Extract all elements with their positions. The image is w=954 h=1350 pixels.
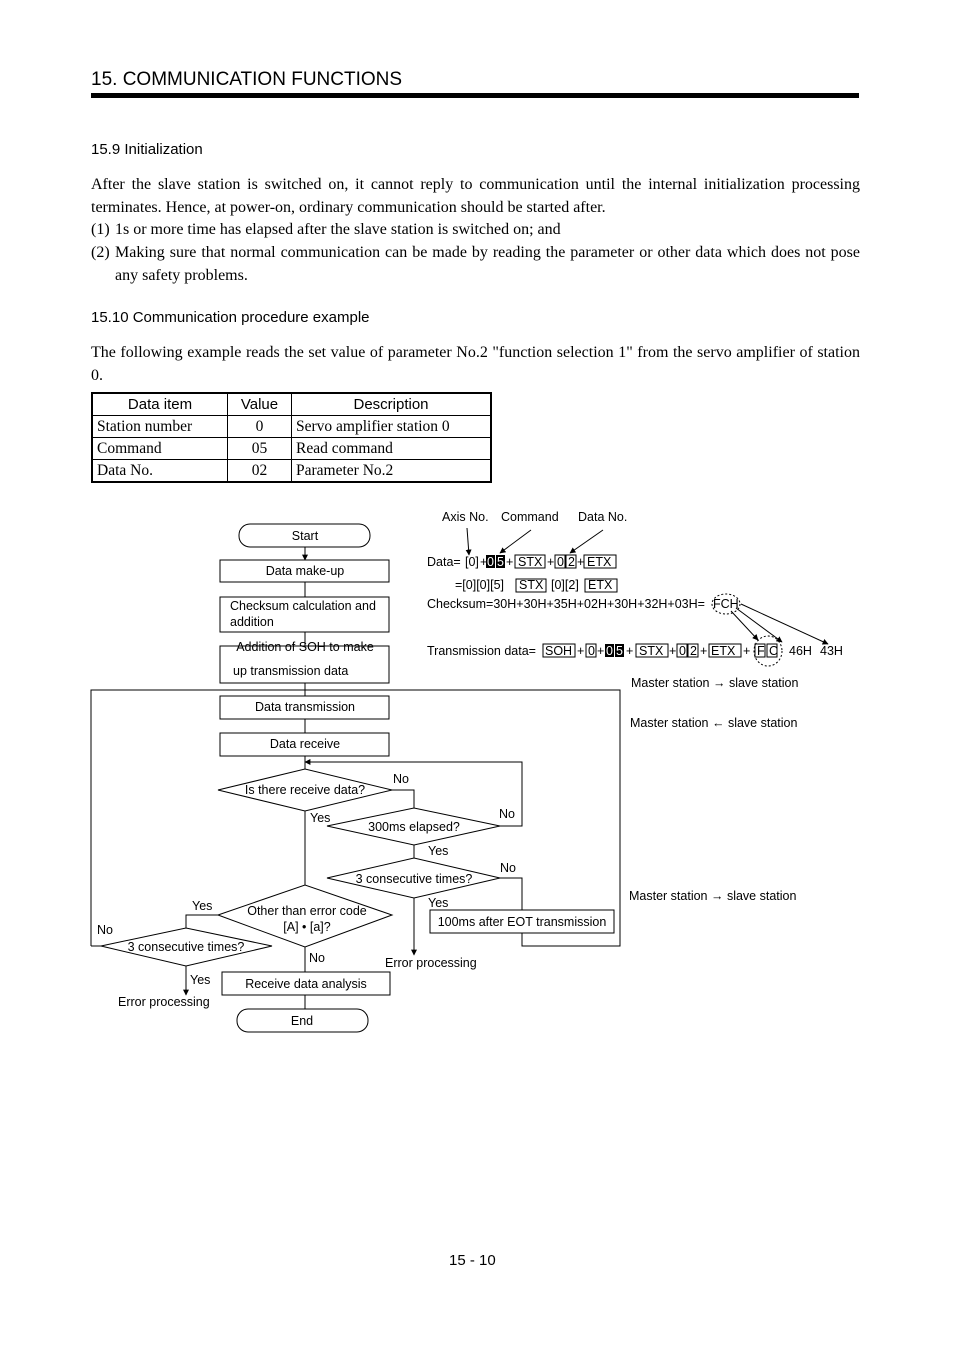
char-f: F [757,644,765,658]
error-code-question-2: [A] • [a]? [283,920,331,934]
eot-label: 100ms after EOT transmission [437,915,607,929]
axis-no-label: Axis No. [442,510,489,524]
elapsed-question: 300ms elapsed? [368,820,460,834]
error-processing-right: Error processing [385,956,477,970]
table-cell: 02 [228,460,292,483]
item-number: (2) [91,244,110,261]
table-cell: Parameter No.2 [292,460,492,483]
yes-label: Yes [310,811,331,825]
plus-sign: + [506,555,514,569]
fch-value: FCH [713,597,739,611]
char-0: 0 [588,644,595,658]
plus-sign: + [626,644,634,658]
direction-master-to-slave-1: Master station → slave station [631,676,799,690]
soh-label-1: Addition of SOH to make [236,640,374,654]
analysis-label: Receive data analysis [245,977,367,991]
hex-46: 46H [789,644,812,658]
etx-char: ETX [588,578,613,592]
consecutive-left-question: 3 consecutive times? [127,940,245,954]
table-cell: 0 [228,416,292,438]
stx-char: STX [639,644,664,658]
yes-label: Yes [428,896,449,910]
stx-char: STX [518,555,543,569]
direction-slave-to-master: Master station ← slave station [630,716,798,730]
plus-sign: + [743,644,751,658]
error-processing-left: Error processing [118,995,210,1009]
no-label: No [499,807,515,821]
annotation-arrow [570,530,603,553]
consecutive-right-question: 3 consecutive times? [355,872,473,886]
hex-43: 43H [820,644,843,658]
item-text: 1s or more time has elapsed after the slave station is switched on; and [115,221,561,238]
plus-sign: + [669,644,677,658]
item-text: Making sure that normal communication can be made by reading the parameter or other data which does not pose any safety problems. [115,244,860,284]
table-cell: 05 [228,438,292,460]
char-0: 0 [557,555,564,569]
plus-sign: + [577,644,585,658]
table-cell: Data No. [92,460,228,483]
error-code-question-1: Other than error code [247,904,367,918]
start-label: Start [291,529,319,543]
transmission-data-label: Transmission data= [427,644,536,658]
char-2: 2 [568,555,575,569]
receive-data-question: Is there receive data? [244,783,366,797]
connector [186,915,218,928]
data-no-label: Data No. [578,510,628,524]
annotation-arrow [741,604,828,644]
table-header: Data item [92,393,228,416]
table-cell: Read command [292,438,492,460]
command-label: Command [501,510,559,524]
connector [392,790,414,808]
char-c: C [769,644,779,658]
init-intro: After the slave station is switched on, it cannot reply to communication until the internal initialization processing terminates. Hence, at power-on, ordinary communication should be started after. [91,176,860,216]
table-header: Description [292,393,492,416]
data-equation-2b: [0][2] [551,578,579,592]
yes-label: Yes [190,973,211,987]
soh-label-2: up transmission data [233,664,349,678]
no-label: No [97,923,113,937]
table-cell: Servo amplifier station 0 [292,416,492,438]
plus-sign: + [597,644,605,658]
checksum-label-1: Checksum calculation and [230,599,376,613]
station-char: [0] [465,555,479,569]
end-label: End [290,1014,314,1028]
char-0: 0 [487,555,494,569]
page-header: 15. COMMUNICATION FUNCTIONS [91,69,403,90]
table-cell: Command [92,438,228,460]
stx-char: STX [519,578,544,592]
section-title-procedure: 15.10 Communication procedure example [91,309,370,326]
soh-char: SOH [545,644,573,658]
char-5: 5 [497,555,504,569]
section-title-initialization: 15.9 Initialization [91,141,203,158]
annotation-arrow [731,611,758,640]
table-cell: Station number [92,416,228,438]
annotation-arrow [467,528,469,555]
no-label: No [393,772,409,786]
page-number: 15 - 10 [449,1252,496,1269]
yes-label: Yes [192,899,213,913]
plus-sign: + [480,555,488,569]
table-header: Value [228,393,292,416]
annotation-arrow [500,530,531,553]
item-number: (1) [91,221,110,238]
char-2: 2 [690,644,697,658]
checksum-label-2: addition [230,615,274,629]
data-equation-label: Data= [427,555,461,569]
annotation-arrow [736,608,782,642]
transmit-label: Data transmission [254,700,356,714]
data-makeup-label: Data make-up [265,564,345,578]
procedure-intro: The following example reads the set value of parameter No.2 "function selection 1" from the servo amplifier of station 0. [91,344,860,384]
plus-sign: + [547,555,555,569]
etx-char: ETX [711,644,736,658]
plus-sign: + [700,644,708,658]
plus-sign: + [577,555,585,569]
connector [500,878,522,910]
receive-label: Data receive [269,737,341,751]
data-equation-2: =[0][0][5] [455,578,504,592]
char-0: 0 [606,644,613,658]
direction-master-to-slave-2: Master station → slave station [629,889,797,903]
checksum-equation: Checksum=30H+30H+35H+02H+30H+32H+03H= [427,597,705,611]
char-5: 5 [616,644,623,658]
char-0: 0 [679,644,686,658]
yes-label: Yes [428,844,449,858]
no-label: No [309,951,325,965]
etx-char: ETX [587,555,612,569]
no-label: No [500,861,516,875]
